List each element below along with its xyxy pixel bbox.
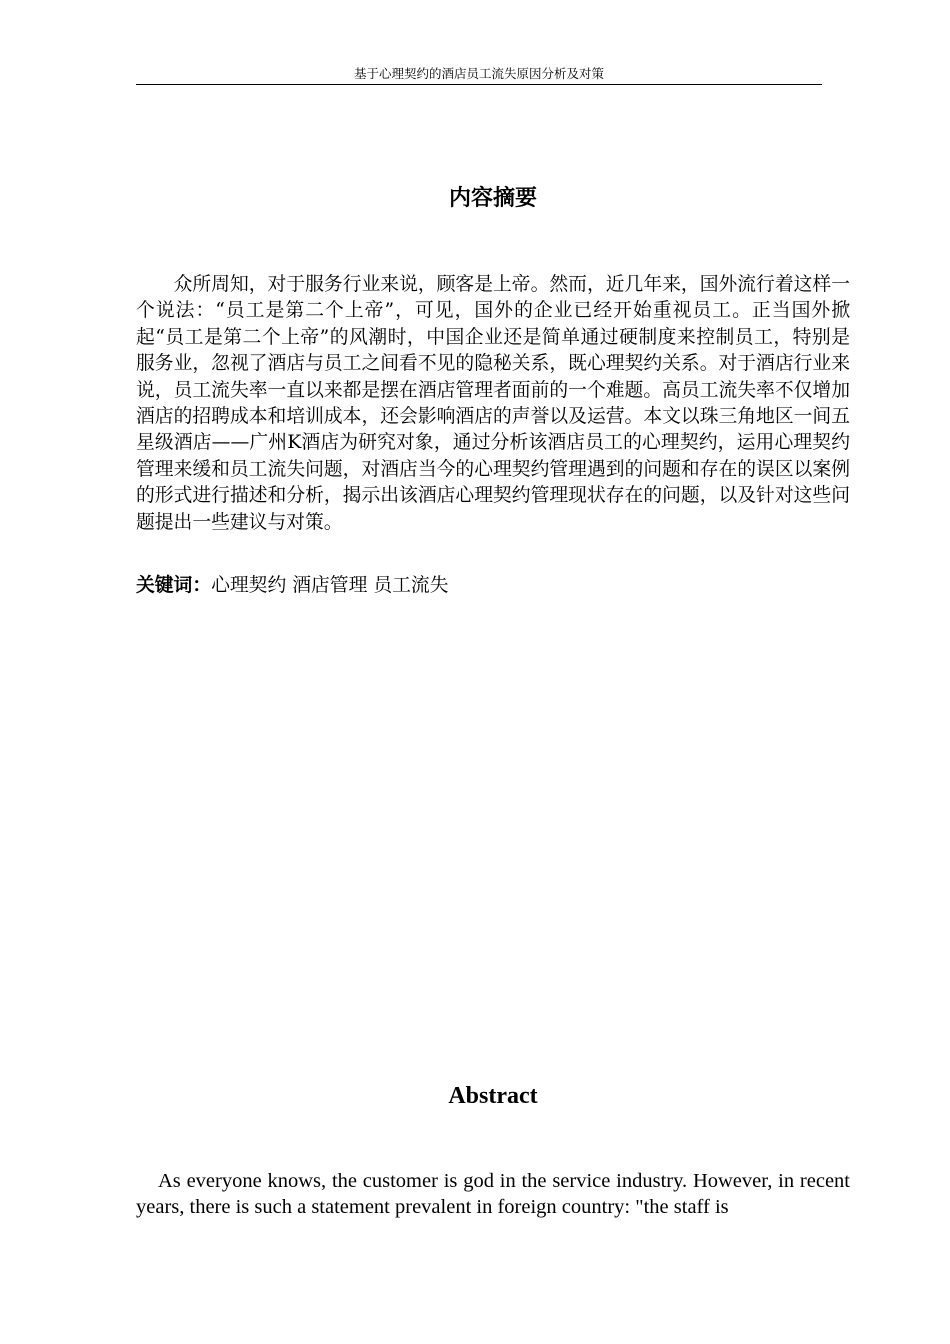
keywords-label: 关键词： (136, 575, 212, 596)
running-header: 基于心理契约的酒店员工流失原因分析及对策 (353, 66, 604, 81)
keywords-value: 心理契约 酒店管理 员工流失 (211, 575, 449, 596)
keywords-line (136, 572, 850, 600)
chinese-abstract-body: 众所周知，对于服务行业来说，顾客是上帝。然而，近几年来，国外流行着这样一个说法：“员工是第二个上帝”，可见，国外的企业已经开始重视员工。正当国外掀起“员工是第二个上帝”的风潮时，中国企业还是简单通过硬制度来控制员工，特别是服务业，忽视了酒店与员工之间看不见的隐秘关系，既心理契约关系。对于酒店行业来说，员工流失率一直以来都是摆在酒店管理者面前的一个难题。高员工流失率不仅增加酒店的招聘成本和培训成本，还会影响酒店的声誉以及运营。本文以珠三角地区一间五星级酒店——广州K酒店为研究对象，通过分析该酒店员工的心理契约，运用心理契约管理来缓和员工流失问题，对酒店当今的心理契约管理遇到的问题和存在的误区以案例的形式进行描述和分析，揭示出该酒店心理契约管理现状存在的问题，以及针对这些问题提出一些建议与对策。 (136, 274, 850, 533)
chinese-abstract-title: 内容摘要 (448, 186, 537, 211)
english-abstract-title: Abstract (448, 1083, 538, 1109)
english-abstract-body: As everyone knows, the customer is god in the service industry. However, in recent years, there is such a statement prevalent in foreign country: "the staff is (136, 1170, 850, 1218)
header-rule (136, 84, 822, 85)
